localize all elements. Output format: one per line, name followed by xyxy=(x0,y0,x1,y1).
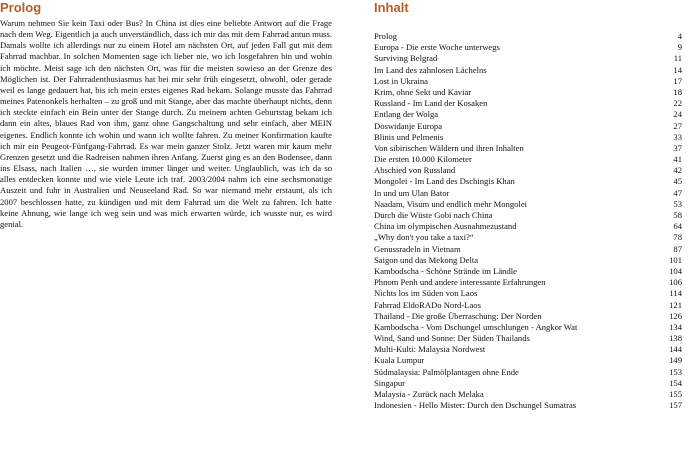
toc-entry-title: Europa - Die erste Woche unterwegs xyxy=(374,42,500,53)
toc-entry-title: In und um Ulan Bator xyxy=(374,187,450,198)
toc-entry[interactable] xyxy=(374,255,682,266)
toc-entry[interactable] xyxy=(374,42,682,53)
toc-entry-page: 154 xyxy=(669,377,682,388)
toc-entry[interactable] xyxy=(374,53,682,64)
toc-entry-title: Russland - Im Land der Kosaken xyxy=(374,98,488,109)
toc-entry[interactable] xyxy=(374,378,682,389)
table-of-contents xyxy=(374,31,682,411)
toc-entry-page: 138 xyxy=(669,333,682,344)
toc-entry-page: 33 xyxy=(673,131,682,142)
toc-entry-page: 58 xyxy=(673,210,682,220)
toc-entry-title: Saigon und das Mekong Delta xyxy=(374,254,479,265)
toc-entry[interactable] xyxy=(374,311,682,322)
toc-entry-title: Phnom Penh und andere interessante Erfahrungen xyxy=(374,277,546,288)
toc-entry-page: 78 xyxy=(673,232,682,243)
toc-entry-page: 42 xyxy=(673,165,682,176)
toc-entry-page: 18 xyxy=(673,86,682,97)
toc-heading: Inhalt xyxy=(374,0,409,15)
toc-entry-page: 17 xyxy=(673,75,682,86)
toc-entry[interactable] xyxy=(374,244,682,255)
toc-entry-page: 22 xyxy=(673,98,682,109)
toc-entry-page: 149 xyxy=(669,355,682,366)
toc-entry[interactable] xyxy=(374,322,682,333)
toc-entry-title: Krim, ohne Sekt und Kaviar xyxy=(374,86,472,97)
toc-entry-title: Naadam, Visum und endlich mehr Mongolei xyxy=(374,198,528,209)
toc-entry-page: 87 xyxy=(673,243,682,254)
toc-entry[interactable] xyxy=(374,344,682,355)
toc-entry-page: 11 xyxy=(673,53,682,64)
toc-entry-page: 121 xyxy=(669,299,682,310)
toc-entry-title: Multi-Kulti: Malaysia Nordwest xyxy=(374,344,486,355)
toc-entry-title: Mongolei - Im Land des Dschingis Khan xyxy=(374,176,515,187)
toc-entry-title: Lost in Ukraina xyxy=(374,75,428,86)
toc-entry-page: 41 xyxy=(673,154,682,165)
toc-entry-page: 104 xyxy=(669,265,682,276)
toc-entry[interactable] xyxy=(374,277,682,288)
toc-entry-page: 4 xyxy=(677,31,682,41)
toc-entry[interactable] xyxy=(374,300,682,311)
toc-entry[interactable] xyxy=(374,288,682,299)
toc-entry[interactable] xyxy=(374,221,682,232)
toc-entry[interactable] xyxy=(374,121,682,132)
toc-entry[interactable] xyxy=(374,109,682,120)
toc-entry-page: 9 xyxy=(677,42,682,53)
toc-entry-title: Im Land des zahnlosen Lächelns xyxy=(374,64,487,75)
toc-entry-page: 153 xyxy=(669,366,682,377)
toc-entry-title: Indonesien - Hello Mister: Durch den Dschungel Sumatras xyxy=(374,400,577,411)
toc-entry[interactable] xyxy=(374,87,682,98)
toc-entry-page: 45 xyxy=(673,176,682,187)
toc-entry-title: Singapur xyxy=(374,377,406,388)
toc-entry-page: 27 xyxy=(673,120,682,131)
toc-entry-title: Prolog xyxy=(374,31,397,41)
toc-entry[interactable] xyxy=(374,400,682,411)
toc-entry-page: 101 xyxy=(669,254,682,265)
toc-entry-title: Thailand - Die große Überraschung: Der Norden xyxy=(374,310,542,321)
toc-entry-page: 14 xyxy=(673,64,682,75)
toc-entry-page: 157 xyxy=(669,400,682,411)
toc-entry[interactable] xyxy=(374,98,682,109)
toc-entry-title: Surviving Belgrad xyxy=(374,53,438,64)
toc-entry-page: 106 xyxy=(669,277,682,288)
toc-entry-title: Von sibirischen Wäldern und ihren Inhalten xyxy=(374,142,524,153)
toc-entry-title: Kuala Lumpur xyxy=(374,355,425,366)
toc-entry[interactable] xyxy=(374,31,682,42)
toc-entry[interactable] xyxy=(374,132,682,143)
toc-entry-page: 53 xyxy=(673,198,682,209)
toc-entry[interactable] xyxy=(374,333,682,344)
toc-entry-title: Doswidanje Europa xyxy=(374,120,443,131)
toc-entry[interactable] xyxy=(374,143,682,154)
toc-entry[interactable] xyxy=(374,154,682,165)
toc-entry-title: „Why don't you take a taxi?“ xyxy=(374,232,474,243)
toc-entry[interactable] xyxy=(374,266,682,277)
toc-entry[interactable] xyxy=(374,367,682,378)
toc-entry-page: 24 xyxy=(673,109,682,120)
toc-entry-page: 64 xyxy=(673,221,682,232)
toc-entry[interactable] xyxy=(374,176,682,187)
prolog-heading: Prolog xyxy=(0,0,42,15)
toc-entry-title: Kambodscha - Vom Dschungel umschlungen - Angkor Wat xyxy=(374,321,578,332)
toc-entry[interactable] xyxy=(374,389,682,400)
toc-entry[interactable] xyxy=(374,199,682,210)
toc-entry-title: Südmalaysia: Palmölplantagen ohne Ende xyxy=(374,366,519,377)
toc-entry-page: 155 xyxy=(669,389,682,399)
toc-entry-title: Durch die Wüste Gobi nach China xyxy=(374,210,493,220)
toc-entry-title: Abschied von Russland xyxy=(374,165,456,176)
toc-entry[interactable] xyxy=(374,165,682,176)
toc-entry-page: 47 xyxy=(673,187,682,198)
toc-entry-title: Nichts los im Süden von Laos xyxy=(374,288,478,299)
toc-entry-title: Genussradeln in Vietnam xyxy=(374,243,461,254)
toc-entry-page: 37 xyxy=(673,142,682,153)
prolog-text: Warum nehmen Sie kein Taxi oder Bus? In China ist dies eine beliebte Antwort auf die Frage nach dem Weg. Eigentlich ja auch unverständlich, dass ich mir das mit dem Fahrrad antun muss. Damals wollte ich allerdings nur zu einem Hotel am nächsten Ort, auf jeden Fall gut mit dem Fahrrad machbar. In solchen Momenten sage ich lieber nie, wo ich losgefahren bin und wohin ich möchte. Meist sage ich den nächsten Ort, was für die meisten sowieso an der Grenze des Möglichen ist. Der Fahrradenthusiasmus hat bei mir sehr früh eingesetzt, obwohl, oder gerade weil es lange gedauert hat, bis ich mein erstes eigenes Rad bekam. Solange musste das Fahrrad meines Patenonkels herhalten – zu groß und mit Stange, aber das machte überhaupt nichts, denn ich steckte einfach ein Bein unter der Stange durch. Zu meinem achten Geburtstag bekam ich dann ein altes, blaues Rad von ihm, ganz ohne Gangschaltung und sehr einfach, aber MEIN eigenes. Endlich konnte ich wohin und wann ich wollte fahren. Zu meiner Konfirmation kaufte ich mir ein Peugeot-Fünfgang-Fahrrad. Es war mein ganzer Stolz. Jetzt waren mir kaum mehr Grenzen gesetzt und die Radreisen nahmen ihren Anfang. Zuerst ging es an den Bodensee, dann ins Elsass, nach Italien …, sie wurden immer länger und weiter. Unglaublich, was ich da so alles entdecken konnte und wie viele Leute ich traf. 2003/2004 nahm ich eine sechsmonatige Auszeit und fuhr in Australien und Neuseeland Rad. So war niemand mehr erstaunt, als ich 2007 beschlossen hatte, zu kündigen und mit dem Fahrrad um die Welt zu fahren. Ich hatte keine Ahnung, wie lange ich weg sein und was mich erwarten würde, ich wusste nur, es wird genial. xyxy=(0,18,332,229)
toc-entry-title: Entlang der Wolga xyxy=(374,109,439,120)
toc-entry-title: Malaysia - Zurück nach Melaka xyxy=(374,389,484,399)
toc-entry-title: Kambodscha - Schöne Strände im Ländle xyxy=(374,265,517,276)
toc-entry-page: 126 xyxy=(669,310,682,321)
toc-entry[interactable] xyxy=(374,210,682,221)
toc-entry[interactable] xyxy=(374,65,682,76)
toc-entry-title: China im olympischen Ausnahmezustand xyxy=(374,221,517,232)
toc-entry-page: 144 xyxy=(669,344,682,355)
toc-entry-page: 134 xyxy=(669,321,682,332)
toc-entry-title: Wind, Sand und Sonne: Der Süden Thailands xyxy=(374,333,530,344)
toc-entry-title: Die ersten 10.000 Kilometer xyxy=(374,154,472,165)
toc-entry[interactable] xyxy=(374,76,682,87)
toc-entry-page: 114 xyxy=(669,288,682,299)
toc-entry[interactable] xyxy=(374,188,682,199)
toc-entry-title: Blinis und Pelmenis xyxy=(374,131,444,142)
toc-entry[interactable] xyxy=(374,355,682,366)
toc-entry[interactable] xyxy=(374,232,682,243)
toc-entry-title: Fahrrad EldoRADo Nord-Laos xyxy=(374,299,481,310)
